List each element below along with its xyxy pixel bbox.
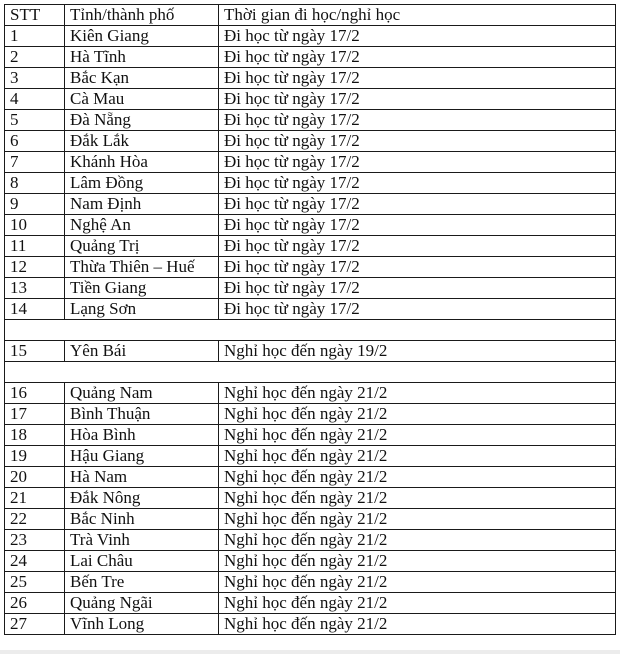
cell-stt: 21 [5, 488, 65, 509]
cell-schedule: Nghỉ học đến ngày 21/2 [219, 572, 616, 593]
cell-schedule: Nghỉ học đến ngày 21/2 [219, 383, 616, 404]
cell-stt: 19 [5, 446, 65, 467]
cell-province: Hòa Bình [65, 425, 219, 446]
table-row [5, 278, 616, 299]
cell-schedule: Đi học từ ngày 17/2 [219, 68, 616, 89]
cell-stt: 24 [5, 551, 65, 572]
table-row [5, 404, 616, 425]
cell-stt: 7 [5, 152, 65, 173]
cell-stt: 20 [5, 467, 65, 488]
table-row [5, 488, 616, 509]
cell-schedule: Đi học từ ngày 17/2 [219, 47, 616, 68]
table-row [5, 614, 616, 635]
cell-stt: 14 [5, 299, 65, 320]
table-row [5, 383, 616, 404]
cell-schedule: Đi học từ ngày 17/2 [219, 236, 616, 257]
cell-province: Lạng Sơn [65, 299, 219, 320]
cell-schedule: Đi học từ ngày 17/2 [219, 131, 616, 152]
cell-stt: 1 [5, 26, 65, 47]
table-row [5, 131, 616, 152]
cell-stt: 15 [5, 341, 65, 362]
cell-province: Tiền Giang [65, 278, 219, 299]
spacer-row [5, 362, 616, 383]
cell-stt: 23 [5, 530, 65, 551]
spacer-cell [5, 362, 616, 383]
cell-province: Quảng Nam [65, 383, 219, 404]
cell-province: Lâm Đồng [65, 173, 219, 194]
cell-stt: 10 [5, 215, 65, 236]
bottom-edge-bar [0, 650, 620, 654]
table-row [5, 47, 616, 68]
cell-schedule: Nghỉ học đến ngày 21/2 [219, 446, 616, 467]
cell-schedule: Nghỉ học đến ngày 21/2 [219, 593, 616, 614]
table-row [5, 194, 616, 215]
cell-stt: 11 [5, 236, 65, 257]
table-row [5, 341, 616, 362]
cell-stt: 27 [5, 614, 65, 635]
cell-schedule: Nghỉ học đến ngày 21/2 [219, 404, 616, 425]
cell-province: Hà Nam [65, 467, 219, 488]
text-cursor-mark [615, 440, 616, 458]
cell-schedule: Đi học từ ngày 17/2 [219, 299, 616, 320]
table-row [5, 446, 616, 467]
table-row [5, 530, 616, 551]
cell-province: Trà Vinh [65, 530, 219, 551]
cell-schedule: Đi học từ ngày 17/2 [219, 257, 616, 278]
school-schedule-table [4, 4, 616, 635]
header-schedule: Thời gian đi học/nghỉ học [219, 5, 616, 26]
cell-stt: 2 [5, 47, 65, 68]
cell-province: Nghệ An [65, 215, 219, 236]
cell-stt: 12 [5, 257, 65, 278]
cell-province: Bắc Ninh [65, 509, 219, 530]
table-row [5, 425, 616, 446]
cell-province: Yên Bái [65, 341, 219, 362]
cell-province: Kiên Giang [65, 26, 219, 47]
cell-province: Đắk Nông [65, 488, 219, 509]
cell-stt: 5 [5, 110, 65, 131]
table-row [5, 509, 616, 530]
table-header-row [5, 5, 616, 26]
cell-schedule: Nghỉ học đến ngày 21/2 [219, 614, 616, 635]
cell-schedule: Đi học từ ngày 17/2 [219, 110, 616, 131]
cell-province: Đà Nẵng [65, 110, 219, 131]
cell-schedule: Đi học từ ngày 17/2 [219, 89, 616, 110]
cell-province: Lai Châu [65, 551, 219, 572]
cell-schedule: Nghỉ học đến ngày 21/2 [219, 425, 616, 446]
table-row [5, 593, 616, 614]
table-row [5, 299, 616, 320]
cell-schedule: Nghỉ học đến ngày 19/2 [219, 341, 616, 362]
table-row [5, 173, 616, 194]
cell-schedule: Đi học từ ngày 17/2 [219, 278, 616, 299]
cell-province: Cà Mau [65, 89, 219, 110]
cell-stt: 25 [5, 572, 65, 593]
cell-province: Khánh Hòa [65, 152, 219, 173]
spacer-cell [5, 320, 616, 341]
cell-province: Bến Tre [65, 572, 219, 593]
cell-stt: 4 [5, 89, 65, 110]
cell-province: Đắk Lắk [65, 131, 219, 152]
table-row [5, 257, 616, 278]
table-row [5, 89, 616, 110]
cell-province: Quảng Trị [65, 236, 219, 257]
table-row [5, 68, 616, 89]
cell-stt: 26 [5, 593, 65, 614]
cell-schedule: Nghỉ học đến ngày 21/2 [219, 551, 616, 572]
cell-province: Hà Tĩnh [65, 47, 219, 68]
cell-schedule: Đi học từ ngày 17/2 [219, 152, 616, 173]
cell-schedule: Đi học từ ngày 17/2 [219, 215, 616, 236]
cell-schedule: Đi học từ ngày 17/2 [219, 173, 616, 194]
cell-province: Vĩnh Long [65, 614, 219, 635]
table-row [5, 215, 616, 236]
cell-stt: 16 [5, 383, 65, 404]
cell-province: Hậu Giang [65, 446, 219, 467]
cell-schedule: Nghỉ học đến ngày 21/2 [219, 488, 616, 509]
cell-stt: 17 [5, 404, 65, 425]
cell-stt: 18 [5, 425, 65, 446]
table-row [5, 110, 616, 131]
cell-stt: 3 [5, 68, 65, 89]
cell-stt: 22 [5, 509, 65, 530]
cell-province: Quảng Ngãi [65, 593, 219, 614]
cell-stt: 9 [5, 194, 65, 215]
cell-schedule: Nghỉ học đến ngày 21/2 [219, 509, 616, 530]
table-row [5, 152, 616, 173]
cell-province: Thừa Thiên – Huế [65, 257, 219, 278]
table-row [5, 26, 616, 47]
cell-province: Nam Định [65, 194, 219, 215]
school-schedule-document [4, 4, 615, 635]
cell-schedule: Đi học từ ngày 17/2 [219, 26, 616, 47]
cell-schedule: Nghỉ học đến ngày 21/2 [219, 530, 616, 551]
table-row [5, 467, 616, 488]
table-row [5, 551, 616, 572]
cell-stt: 13 [5, 278, 65, 299]
cell-stt: 6 [5, 131, 65, 152]
cell-province: Bắc Kạn [65, 68, 219, 89]
table-row [5, 572, 616, 593]
cell-schedule: Nghỉ học đến ngày 21/2 [219, 467, 616, 488]
header-stt: STT [5, 5, 65, 26]
header-province: Tỉnh/thành phố [65, 5, 219, 26]
cell-province: Bình Thuận [65, 404, 219, 425]
spacer-row [5, 320, 616, 341]
cell-stt: 8 [5, 173, 65, 194]
table-row [5, 236, 616, 257]
cell-schedule: Đi học từ ngày 17/2 [219, 194, 616, 215]
